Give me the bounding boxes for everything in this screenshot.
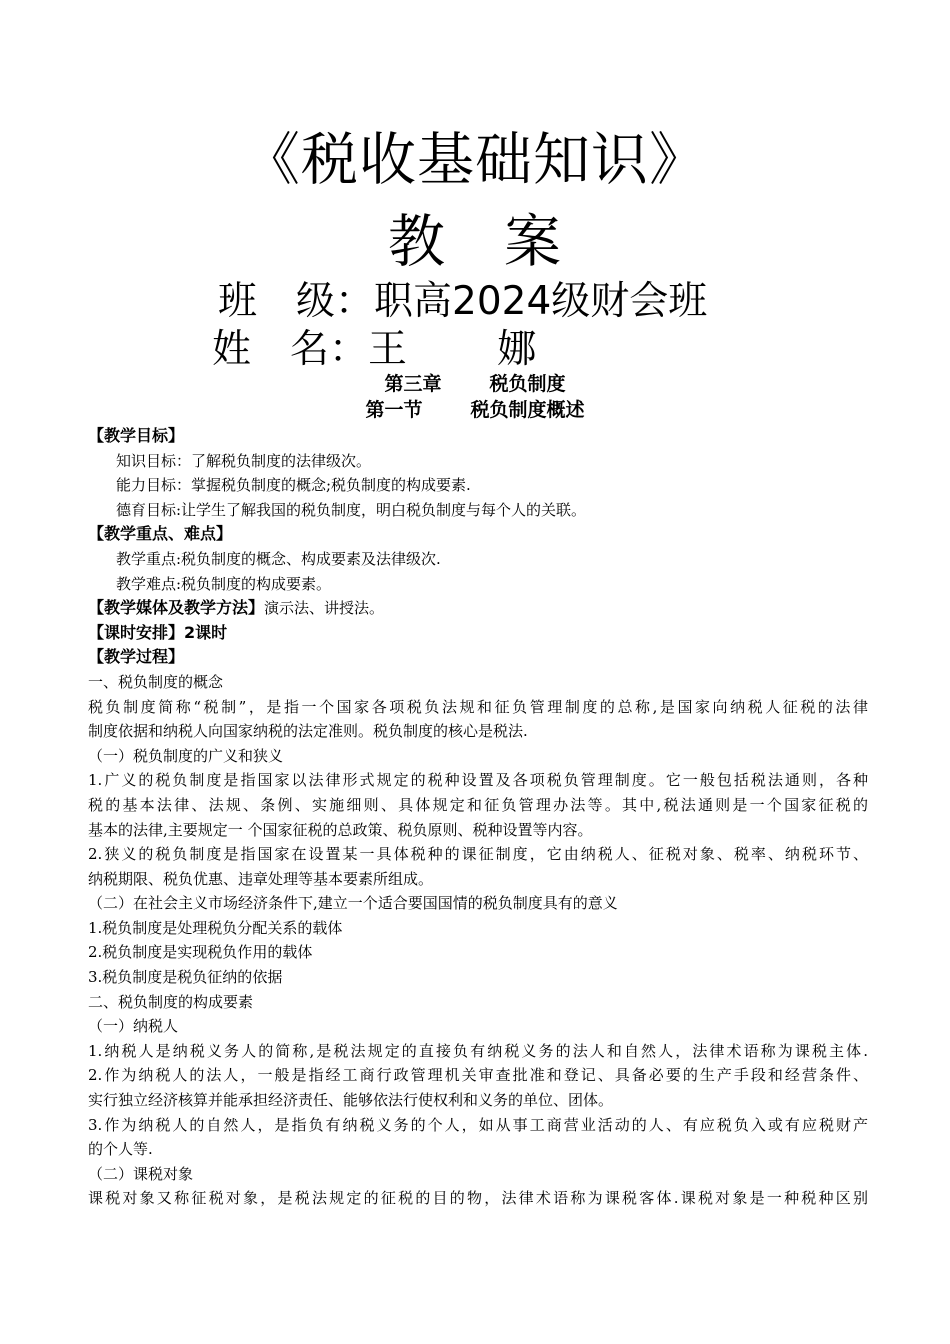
process-line: 1.广义的税负制度是指国家以法律形式规定的税种设置及各项税负管理制度。它一般包括税法通则，各种 (88, 771, 868, 790)
methods-text: 演示法、讲授法。 (264, 599, 385, 618)
process-line: 2.作为纳税人的法人，一般是指经工商行政管理机关审查批准和登记、具备必要的生产手段和经营条件、 (88, 1066, 868, 1085)
process-line: 制度依据和纳税人向国家纳税的法定准则。税负制度的核心是税法. (88, 722, 528, 741)
schedule-heading: 【课时安排】2课时 (88, 622, 228, 642)
section-name: 税负制度概述 (470, 399, 585, 421)
document-subtitle: 教 案 (388, 209, 562, 275)
process-line: （二）课税对象 (88, 1164, 194, 1183)
objective-item: 知识目标：了解税负制度的法律级次。 (116, 451, 372, 470)
class-line: 班 级：职高2024级财会班 (218, 279, 708, 324)
process-line: （二）在社会主义市场经济条件下,建立一个适合要国国情的税负制度具有的意义 (88, 894, 618, 913)
process-line: 纳税期限、税负优惠、违章处理等基本要素所组成。 (88, 869, 434, 888)
process-line: 1.税负制度是处理税负分配关系的载体 (88, 918, 343, 937)
document-title: 《税收基础知识》 (243, 127, 707, 193)
chapter-name: 税负制度 (489, 373, 566, 395)
process-line: 税负制度简称“税制”，是指一个国家各项税负法规和征负管理制度的总称,是国家向纳税人征税的法律 (88, 697, 868, 716)
document-body (88, 424, 868, 1211)
objectives-heading: 【教学目标】 (88, 426, 185, 445)
key-points-heading: 【教学重点、难点】 (88, 524, 233, 544)
objective-item: 德育目标:让学生了解我国的税负制度，明白税负制度与每个人的关联。 (116, 500, 587, 519)
process-line: 2.税负制度是实现税负作用的载体 (88, 943, 313, 962)
process-line: 1.纳税人是纳税义务人的简称,是税法规定的直接负有纳税义务的法人和自然人，法律术语称为课税主体. (88, 1041, 868, 1060)
process-line: 的个人等. (88, 1140, 153, 1159)
chapter-number: 第三章 (384, 373, 442, 395)
process-line: 二、税负制度的构成要素 (88, 992, 254, 1011)
process-line: （一）税负制度的广义和狭义 (88, 746, 284, 765)
process-line: 实行独立经济核算并能承担经济责任、能够依法行使权利和义务的单位、团体。 (88, 1091, 614, 1110)
objective-item: 能力目标：掌握税负制度的概念;税负制度的构成要素. (116, 476, 471, 495)
process-line: （一）纳税人 (88, 1017, 179, 1036)
key-point-item: 教学难点:税负制度的构成要素。 (116, 574, 332, 593)
process-line: 税的基本法律、法规、条例、实施细则、具体规定和征负管理办法等。其中,税法通则是一个国家征税的 (88, 795, 868, 814)
chapter-heading (0, 372, 950, 396)
methods-heading: 【教学媒体及教学方法】 (88, 598, 265, 618)
section-heading (0, 398, 950, 422)
process-line: 课税对象又称征税对象，是税法规定的征税的目的物，法律术语称为课税客体.课税对象是一种税种区别 (88, 1189, 868, 1208)
section-number: 第一节 (365, 399, 423, 421)
teacher-name-line: 姓 名：王 娜 (212, 327, 537, 372)
process-line: 基本的法律,主要规定一 个国家征税的总政策、税负原则、税种设置等内容。 (88, 820, 593, 839)
process-heading: 【教学过程】 (88, 647, 185, 667)
methods-line (88, 596, 868, 621)
process-line: 一、税负制度的概念 (88, 672, 224, 691)
key-point-item: 教学重点:税负制度的概念、构成要素及法律级次. (116, 549, 441, 568)
process-line: 3.作为纳税人的自然人，是指负有纳税义务的个人，如从事工商营业活动的人、有应税负入或有应税财产 (88, 1115, 868, 1134)
process-line: 3.税负制度是税负征纳的依据 (88, 968, 283, 987)
process-line: 2.狭义的税负制度是指国家在设置某一具体税种的课征制度，它由纳税人、征税对象、税率、纳税环节、 (88, 845, 868, 864)
